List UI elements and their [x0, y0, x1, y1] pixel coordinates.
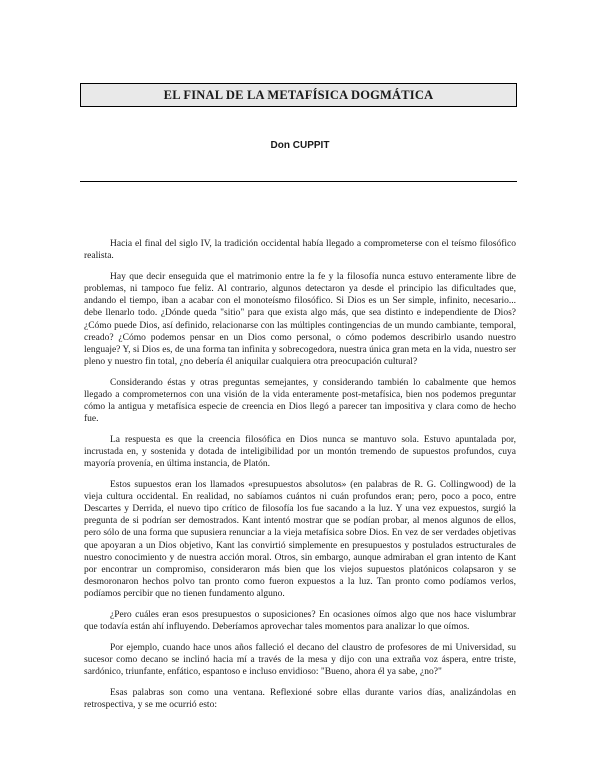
article-body [84, 238, 516, 719]
paragraph: Por ejemplo, cuando hace unos años falleció el decano del claustro de profesores de mi Universidad, su sucesor como decano se inclinó hacia mí a través de la mesa y dijo con una extraña voz áspera, entre triste, sardónico, triunfante, enfático, espantoso e incluso envidioso: "Bueno, ahora él ya sabe, ¿no?" [84, 642, 516, 678]
paragraph: Esas palabras son como una ventana. Reflexioné sobre ellas durante varios días, analizándolas en retrospectiva, y se me ocurrió esto: [84, 687, 516, 710]
paragraph: Hacia el final del siglo IV, la tradición occidental había llegado a comprometerse con el teísmo filosófico realista. [84, 239, 516, 262]
paragraph: ¿Pero cuáles eran esos presupuestos o suposiciones? En ocasiones oímos algo que nos hace vislumbrar que todavía están ahí influyendo. Deberíamos aprovechar tales momentos para analizar lo que oímos. [84, 609, 516, 633]
author-name: Don CUPPIT [270, 140, 330, 151]
paragraph: Estos supuestos eran los llamados «presupuestos absolutos» (en palabras de R. G. Collingwood) de la vieja cultura occidental. En realidad, no sabíamos cuántos ni cuán profundos eran; pero, poco a poco, entre Descartes y Derrida, el nuevo tipo crítico de filosofía los fue sacando a la luz. Y una vez expuestos, surgió la pregunta de si podrían ser demostrados. Kant intentó mostrar que se podían probar, al menos algunos de ellos, pero sólo de una forma que supusiera renunciar a la vieja metafísica sobre Dios. En vez de ser verdades objetivas que apoyaran a un Dios objetivo, Kant las convirtió simplemente en presupuestos y postulados estructurales de nuestro conocimiento y de nuestra acción moral. Otros, sin embargo, aunque admiraban el gran intento de Kant por encontrar un compromiso, consideraron más bien que los viejos supuestos platónicos colapsaron y se desmoronaron hechos polvo tan pronto como fueron expuestos a la luz. Tan pronto como podíamos verlos, podíamos percibir que no tienen fundamento alguno. [84, 479, 516, 600]
article-title: EL FINAL DE LA METAFÍSICA DOGMÁTICA [80, 83, 517, 107]
paragraph: Considerando éstas y otras preguntas semejantes, y considerando también lo cabalmente que hemos llegado a comprometernos con una visión de la vida enteramente post-metafísica, bien nos podemos preguntar cómo la antigua y metafísica especie de creencia en Dios llegó a parecer tan impositiva y clara como de hecho fue. [84, 377, 516, 425]
paragraph: Hay que decir enseguida que el matrimonio entre la fe y la filosofía nunca estuvo enteramente libre de problemas, ni tampoco fue feliz. Al contrario, algunos detectaron ya desde el principio las dificultades que, andando el tiempo, iban a acabar con el monoteísmo filosófico. Si Dios es un Ser simple, infinito, necesario... debe llenarlo todo. ¿Dónde queda "sitio" para que exista algo más, que sea distinto e independiente de Dios? ¿Cómo puede Dios, así definido, relacionarse con las múltiples contingencias de un mundo cambiante, temporal, creado? ¿Cómo podemos pensar en un Dios como personal, o cómo podemos describirlo usando nuestro lenguaje? Y, si Dios es, de una forma tan infinita y sobrecogedora, nuestra única gran meta en la vida, nuestro ser pleno y nuestro fin total, ¿no debería él aniquilar cualquiera otra preocupación cultural? [84, 271, 516, 368]
divider-line [80, 181, 517, 182]
paragraph: La respuesta es que la creencia filosófica en Dios nunca se mantuvo sola. Estuvo apuntalada por, incrustada en, y sostenida y dotada de inteligibilidad por un montón tremendo de supuestos profundos, cuya mayoría provenía, en última instancia, de Platón. [84, 434, 516, 470]
